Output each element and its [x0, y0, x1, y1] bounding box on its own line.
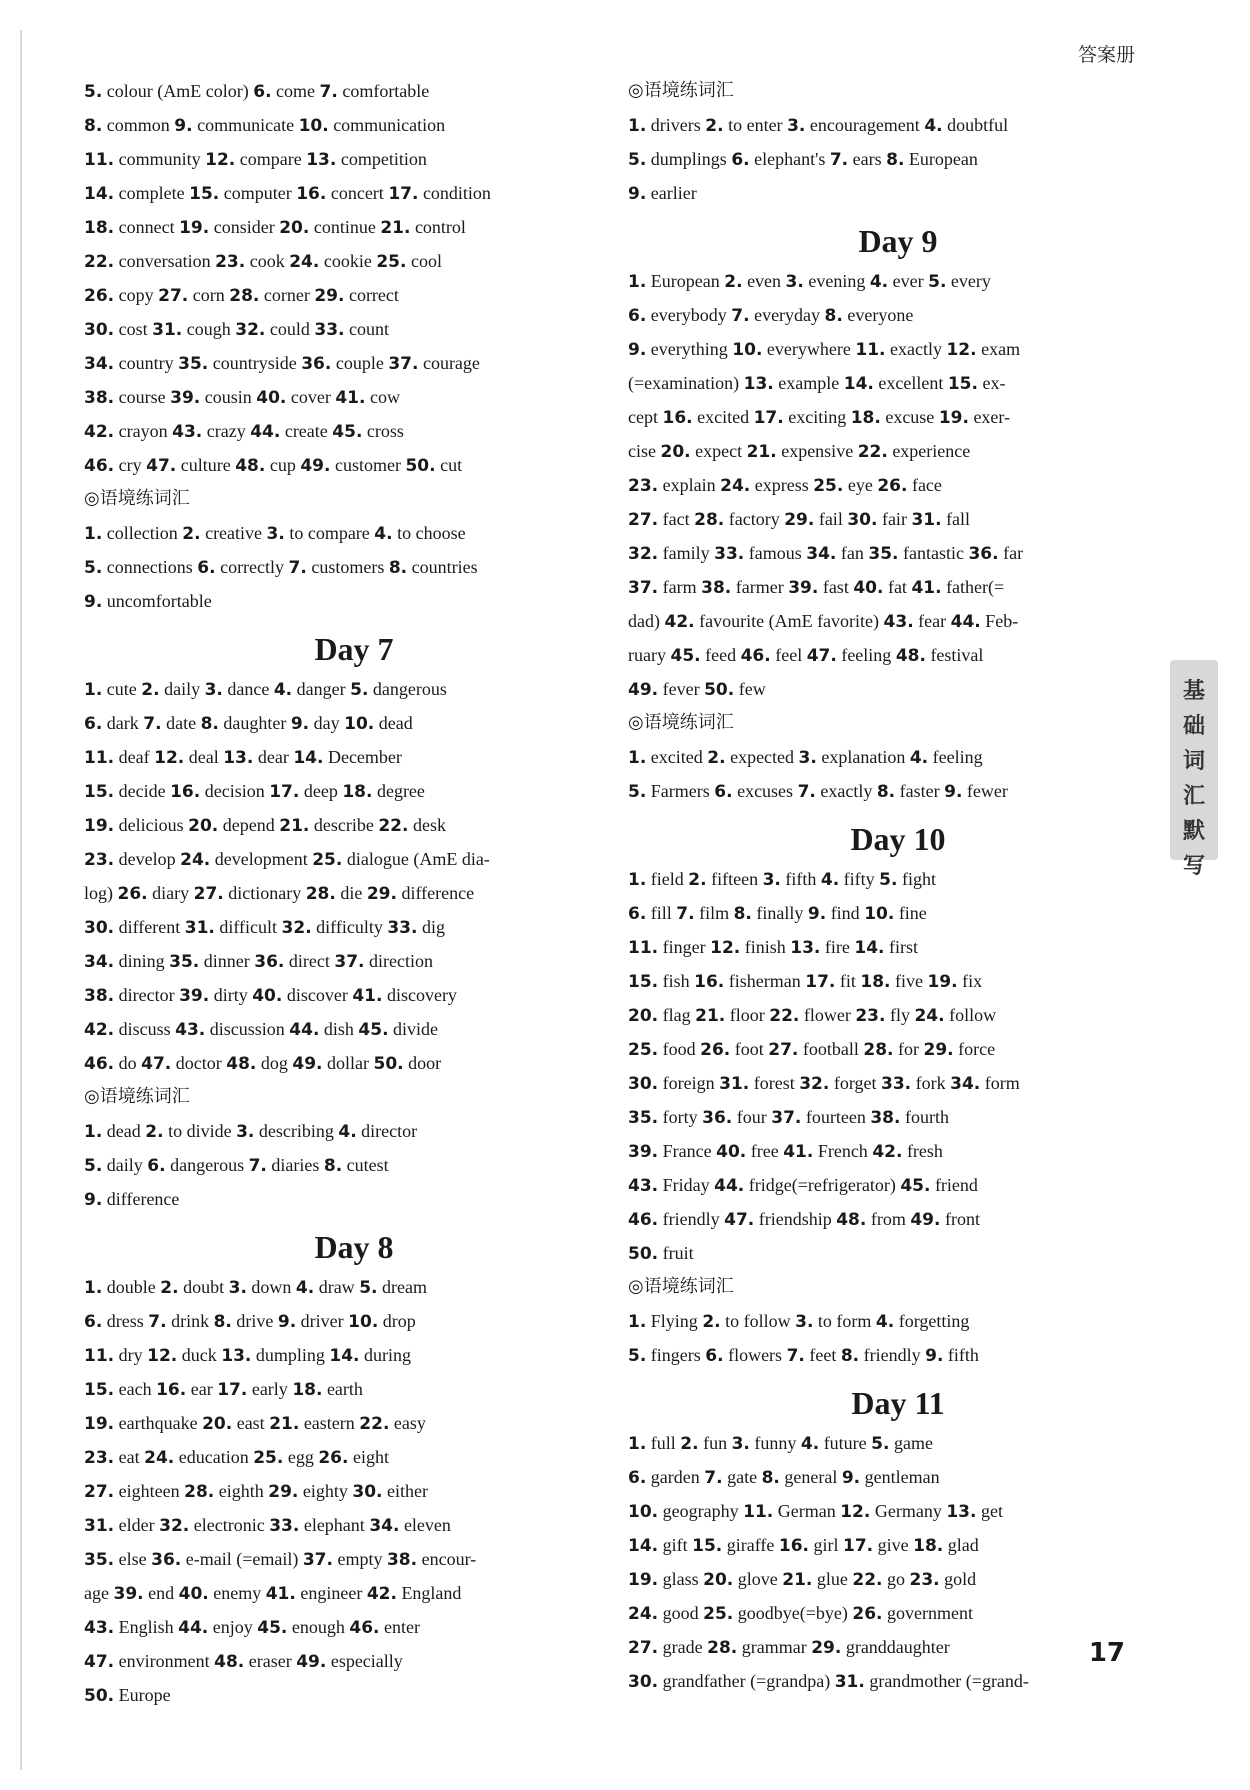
- answer-line: 23. eat 24. education 25. egg 26. eight: [84, 1447, 389, 1468]
- answer-line: ruary 45. feed 46. feel 47. feeling 48. festival: [628, 645, 984, 666]
- answer-line: 46. cry 47. culture 48. cup 49. customer 50. cut: [84, 455, 463, 476]
- answer-line: 5. daily 6. dangerous 7. diaries 8. cutest: [84, 1155, 389, 1176]
- answer-line: 24. good 25. goodbye(=bye) 26. government: [628, 1603, 973, 1624]
- answer-line: 6. dress 7. drink 8. drive 9. driver 10. drop: [84, 1311, 416, 1332]
- answer-line: 19. glass 20. glove 21. glue 22. go 23. gold: [628, 1569, 977, 1590]
- answer-line: 11. community 12. compare 13. competition: [84, 149, 427, 170]
- answer-line: 46. do 47. doctor 48. dog 49. dollar 50. door: [84, 1053, 442, 1074]
- answer-line: 23. develop 24. development 25. dialogue (AmE dia-: [84, 849, 490, 870]
- answer-line: 8. common 9. communicate 10. communication: [84, 115, 446, 136]
- answer-line: 30. different 31. difficult 32. difficulty 33. dig: [84, 917, 445, 938]
- answer-line: 1. Flying 2. to follow 3. to form 4. forgetting: [628, 1311, 970, 1332]
- answer-line: 39. France 40. free 41. French 42. fresh: [628, 1141, 943, 1162]
- answer-line: 26. copy 27. corn 28. corner 29. correct: [84, 285, 399, 306]
- answer-line: 42. discuss 43. discussion 44. dish 45. divide: [84, 1019, 439, 1040]
- context-practice-heading: ◎语境练词汇: [84, 1086, 190, 1107]
- answer-line: 1. cute 2. daily 3. dance 4. danger 5. dangerous: [84, 679, 447, 700]
- answer-line: 27. grade 28. grammar 29. granddaughter: [628, 1637, 950, 1658]
- day-heading: Day 10: [850, 821, 946, 857]
- answer-line: 30. grandfather (=grandpa) 31. grandmother (=grand-: [628, 1671, 1029, 1692]
- answer-line: 5. dumplings 6. elephant's 7. ears 8. European: [628, 149, 978, 170]
- context-practice-heading: ◎语境练词汇: [84, 488, 190, 509]
- answer-line: 5. colour (AmE color) 6. come 7. comfortable: [84, 81, 430, 102]
- answer-line: 9. earlier: [628, 183, 697, 204]
- answer-line: 6. garden 7. gate 8. general 9. gentleman: [628, 1467, 940, 1488]
- answer-line: 1. excited 2. expected 3. explanation 4. feeling: [628, 747, 983, 768]
- answer-line: 5. connections 6. correctly 7. customers 8. countries: [84, 557, 478, 578]
- answer-line: log) 26. diary 27. dictionary 28. die 29. difference: [84, 883, 475, 904]
- left-column: [84, 74, 624, 1712]
- day-heading: Day 8: [314, 1229, 394, 1265]
- answer-line: 5. fingers 6. flowers 7. feet 8. friendly 9. fifth: [628, 1345, 979, 1366]
- answer-line: 10. geography 11. German 12. Germany 13. get: [628, 1501, 1003, 1522]
- answer-line: 18. connect 19. consider 20. continue 21. control: [84, 217, 466, 238]
- book-label: 答案册: [1077, 44, 1135, 66]
- answer-line: 1. double 2. doubt 3. down 4. draw 5. dream: [84, 1277, 427, 1298]
- page-edge-rule: [20, 30, 22, 1770]
- page-number: 17: [1088, 1638, 1125, 1668]
- answer-line: 38. course 39. cousin 40. cover 41. cow: [84, 387, 400, 408]
- answer-line: 11. finger 12. finish 13. fire 14. first: [628, 937, 918, 958]
- answer-line: (=examination) 13. example 14. excellent 15. ex-: [628, 373, 1006, 394]
- day-heading: Day 7: [314, 631, 394, 667]
- answer-line: cise 20. expect 21. expensive 22. experience: [628, 441, 971, 462]
- answer-line: 6. dark 7. date 8. daughter 9. day 10. dead: [84, 713, 413, 734]
- answer-line: 15. decide 16. decision 17. deep 18. degree: [84, 781, 425, 802]
- answer-line: 43. English 44. enjoy 45. enough 46. enter: [84, 1617, 420, 1638]
- answer-line: 27. eighteen 28. eighth 29. eighty 30. either: [84, 1481, 428, 1502]
- answer-line: 25. food 26. foot 27. football 28. for 29. force: [628, 1039, 996, 1060]
- answer-line: 35. else 36. e-mail (=email) 37. empty 38. encour-: [84, 1549, 477, 1570]
- answer-line: 46. friendly 47. friendship 48. from 49. front: [628, 1209, 980, 1230]
- answer-line: 1. collection 2. creative 3. to compare 4. to choose: [84, 523, 466, 544]
- answer-line: 9. everything 10. everywhere 11. exactly 12. exam: [628, 339, 1021, 360]
- answer-line: 6. fill 7. film 8. finally 9. find 10. fine: [628, 903, 927, 924]
- day-heading: Day 11: [851, 1385, 945, 1421]
- answer-line: 50. fruit: [628, 1243, 694, 1264]
- answer-line: 22. conversation 23. cook 24. cookie 25. cool: [84, 251, 442, 272]
- answer-line: 49. fever 50. few: [628, 679, 766, 700]
- answer-line: 20. flag 21. floor 22. flower 23. fly 24. follow: [628, 1005, 997, 1026]
- answer-line: 1. dead 2. to divide 3. describing 4. director: [84, 1121, 418, 1142]
- context-practice-heading: ◎语境练词汇: [628, 1276, 734, 1297]
- answer-line: cept 16. excited 17. exciting 18. excuse 19. exer-: [628, 407, 1011, 428]
- answer-line: 27. fact 28. factory 29. fail 30. fair 31. fall: [628, 509, 971, 530]
- answer-line: 43. Friday 44. fridge(=refrigerator) 45. friend: [628, 1175, 978, 1196]
- answer-line: 19. earthquake 20. east 21. eastern 22. easy: [84, 1413, 426, 1434]
- answer-line: 34. country 35. countryside 36. couple 37. courage: [84, 353, 480, 374]
- answer-line: 15. fish 16. fisherman 17. fit 18. five 19. fix: [628, 971, 983, 992]
- answer-line: 15. each 16. ear 17. early 18. earth: [84, 1379, 363, 1400]
- answer-line: 50. Europe: [84, 1685, 171, 1706]
- answer-line: 9. uncomfortable: [84, 591, 212, 612]
- answer-line: 6. everybody 7. everyday 8. everyone: [628, 305, 914, 326]
- answer-line: age 39. end 40. enemy 41. engineer 42. England: [84, 1583, 462, 1604]
- answer-line: 14. complete 15. computer 16. concert 17. condition: [84, 183, 491, 204]
- side-tab-label: 基 础 词 汇 默 写: [1170, 660, 1218, 860]
- answer-line: 11. dry 12. duck 13. dumpling 14. during: [84, 1345, 412, 1366]
- answer-line: 9. difference: [84, 1189, 180, 1210]
- answer-line: 1. European 2. even 3. evening 4. ever 5. every: [628, 271, 991, 292]
- answer-line: 30. cost 31. cough 32. could 33. count: [84, 319, 389, 340]
- answer-line: 47. environment 48. eraser 49. especially: [84, 1651, 403, 1672]
- answer-line: 30. foreign 31. forest 32. forget 33. fork 34. form: [628, 1073, 1020, 1094]
- answer-line: 1. full 2. fun 3. funny 4. future 5. game: [628, 1433, 933, 1454]
- answer-line: 5. Farmers 6. excuses 7. exactly 8. faster 9. fewer: [628, 781, 1008, 802]
- answer-line: 31. elder 32. electronic 33. elephant 34. eleven: [84, 1515, 451, 1536]
- answer-line: 38. director 39. dirty 40. discover 41. discovery: [84, 985, 457, 1006]
- right-column: [628, 74, 1168, 1698]
- context-practice-heading: ◎语境练词汇: [628, 712, 734, 733]
- answer-line: 1. drivers 2. to enter 3. encouragement 4. doubtful: [628, 115, 1009, 136]
- answer-line: 42. crayon 43. crazy 44. create 45. cross: [84, 421, 404, 442]
- answer-line: 34. dining 35. dinner 36. direct 37. direction: [84, 951, 433, 972]
- answer-line: 11. deaf 12. deal 13. dear 14. December: [84, 747, 402, 768]
- day-heading: Day 9: [858, 223, 938, 259]
- answer-line: dad) 42. favourite (AmE favorite) 43. fear 44. Feb-: [628, 611, 1019, 632]
- answer-line: 23. explain 24. express 25. eye 26. face: [628, 475, 942, 496]
- answer-line: 37. farm 38. farmer 39. fast 40. fat 41. father(=: [628, 577, 1005, 598]
- answer-line: 19. delicious 20. depend 21. describe 22. desk: [84, 815, 446, 836]
- answer-line: 14. gift 15. giraffe 16. girl 17. give 18. glad: [628, 1535, 979, 1556]
- answer-line: 32. family 33. famous 34. fan 35. fantastic 36. far: [628, 543, 1024, 564]
- answer-line: 1. field 2. fifteen 3. fifth 4. fifty 5. fight: [628, 869, 936, 890]
- answer-line: 35. forty 36. four 37. fourteen 38. fourth: [628, 1107, 949, 1128]
- context-practice-heading: ◎语境练词汇: [628, 80, 734, 101]
